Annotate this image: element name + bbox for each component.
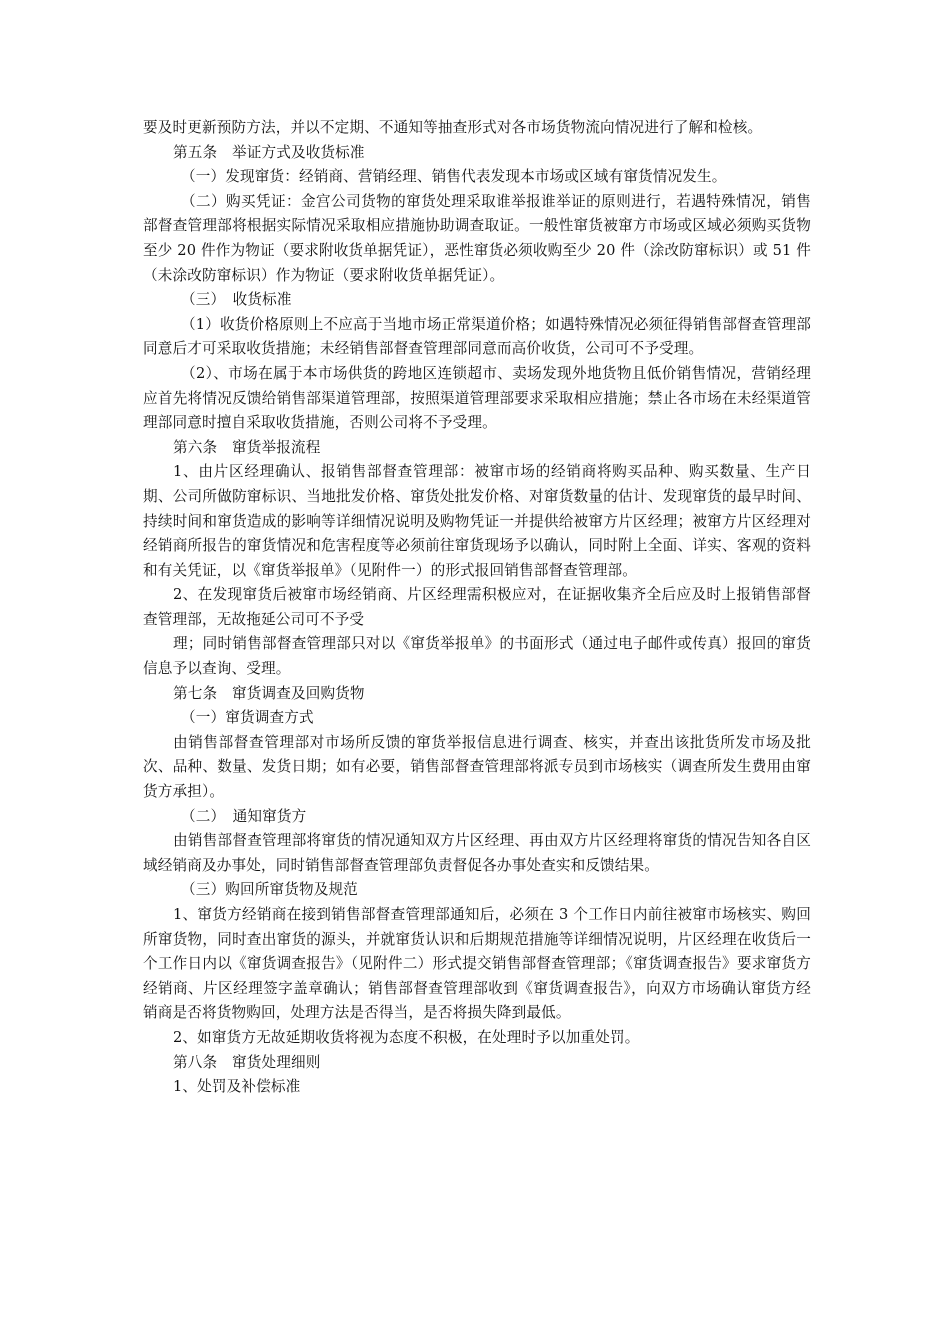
article-6-heading: 第六条 窜货举报流程 <box>173 438 321 456</box>
paragraph-13: 由销售部督查管理部对市场所反馈的窜货举报信息进行调查、核实，并查出该批货所发市场及批次、品种、数量、发货日期；如有必要，销售部督查管理部将派专员到市场核实（调查所发生费用由窜货方承担）。 <box>143 733 811 801</box>
paragraph-5: （1）收货价格原则上不应高于当地市场正常渠道价格；如遇特殊情况必须征得销售部督查管理部同意后才可采取收货措施；未经销售部督查管理部同意而高价收货，公司可不予受理。 <box>143 315 811 358</box>
paragraph-8: 1、由片区经理确认、报销售部督查管理部：被窜市场的经销商将购买品种、购买数量、生产日期、公司所做防窜标识、当地批发价格、窜货处批发价格、对窜货数量的估计、发现窜货的最早时间、持续时间和窜货造成的影响等详细情况说明及购物凭证一并提供给被窜方片区经理；被窜方片区经理对经销商所报告的窜货情况和危害程度等必须前往窜货现场予以确认，同时附上全面、详实、客观的资料和有关凭证，以《窜货举报单》（见附件一）的形式报回销售部督查管理部。 <box>143 463 811 579</box>
paragraph-12: （一）窜货调查方式 <box>181 709 314 727</box>
paragraph-9: 2、在发现窜货后被窜市场经销商、片区经理需积极应对，在证据收集齐全后应及时上报销售部督查管理部，无故拖延公司可不予受 <box>143 586 811 628</box>
paragraph-14: （二） 通知窜货方 <box>181 807 307 825</box>
paragraph-4: （三） 收货标准 <box>181 291 292 309</box>
article-5-heading: 第五条 举证方式及收货标准 <box>173 143 365 161</box>
paragraph-18: 2、如窜货方无故延期收货将视为态度不积极，在处理时予以加重处罚。 <box>173 1028 640 1046</box>
paragraph-3: （二）购买凭证：金宫公司货物的窜货处理采取谁举报谁举证的原则进行，若遇特殊情况，销售部督查管理部将根据实际情况采取相应措施协助调查取证。一般性窜货被窜方市场或区域必须购买货物至少 20 件作为物证（要求附收货单据凭证），恶性窜货必须收购至少 20 件（涂改防窜标识）或 51 件（未涂改防窜标识）作为物证（要求附收货单据凭证）。 <box>143 192 811 284</box>
document-page <box>143 116 811 1100</box>
paragraph-0: 要及时更新预防方法，并以不定期、不通知等抽查形式对各市场货物流向情况进行了解和检核。 <box>143 119 763 136</box>
paragraph-16: （三）购回所窜货物及规范 <box>181 881 358 899</box>
paragraph-2: （一）发现窜货：经销商、营销经理、销售代表发现本市场或区域有窜货情况发生。 <box>181 168 727 186</box>
paragraph-17: 1、窜货方经销商在接到销售部督查管理部通知后，必须在 3 个工作日内前往被窜市场核实、购回所窜货物，同时查出窜货的源头，并就窜货认识和后期规范措施等详细情况说明，片区经理在收货后一个工作日内以《窜货调查报告》（见附件二）形式提交销售部督查管理部；《窜货调查报告》要求窜货方经销商、片区经理签字盖章确认；销售部督查管理部收到《窜货调查报告》，向双方市场确认窜货方经销商是否将货物购回，处理方法是否得当，是否将损失降到最低。 <box>143 906 811 1022</box>
paragraph-10: 理；同时销售部督查管理部只对以《窜货举报单》的书面形式（通过电子邮件或传真）报回的窜货信息予以查询、受理。 <box>143 635 811 678</box>
paragraph-15: 由销售部督查管理部将窜货的情况通知双方片区经理、再由双方片区经理将窜货的情况告知各自区域经销商及办事处，同时销售部督查管理部负责督促各办事处查实和反馈结果。 <box>143 832 811 874</box>
paragraph-20: 1、处罚及补偿标准 <box>173 1078 301 1096</box>
article-8-heading: 第八条 窜货处理细则 <box>173 1053 321 1071</box>
article-7-heading: 第七条 窜货调查及回购货物 <box>173 684 365 702</box>
paragraph-6: （2）、市场在属于本市场供货的跨地区连锁超市、卖场发现外地货物且低价销售情况，营销经理应首先将情况反馈给销售部渠道管理部，按照渠道管理部要求采取相应措施；禁止各市场在未经渠道管理部同意时擅自采取收货措施，否则公司将不予受理。 <box>143 364 811 432</box>
